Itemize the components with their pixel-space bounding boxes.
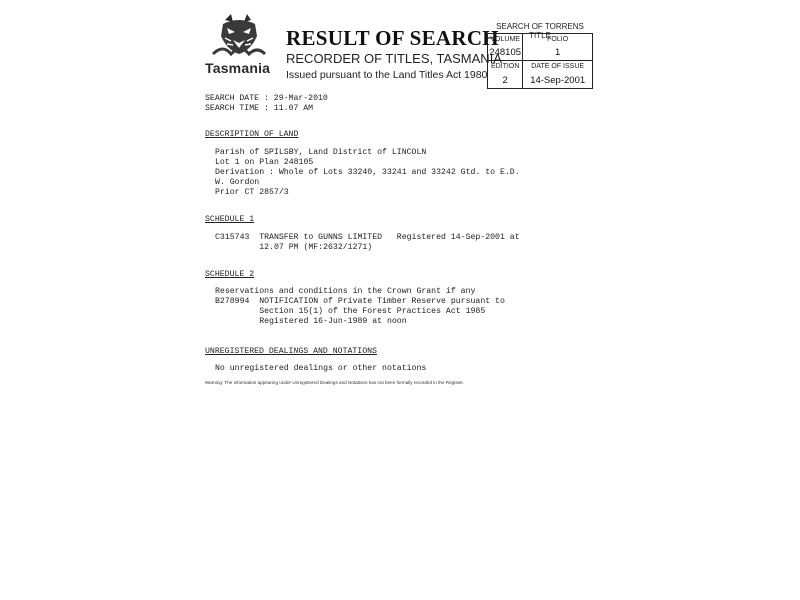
description-line: Prior CT 2857/3	[215, 188, 289, 197]
volume-value: 248105	[489, 47, 522, 58]
document-title: RESULT OF SEARCH	[286, 26, 499, 50]
edition-label: EDITION	[490, 63, 520, 71]
schedule-2-line: Reservations and conditions in the Crown Grant if any	[215, 287, 476, 296]
description-line: Derivation : Whole of Lots 33240, 33241 and 33242 Gtd. to E.D.	[215, 168, 520, 177]
schedule-1-heading: SCHEDULE 1	[205, 215, 255, 224]
unregistered-dealings-heading: UNREGISTERED DEALINGS AND NOTATIONS	[205, 347, 377, 356]
unregistered-dealings-line: No unregistered dealings or other notations	[215, 364, 427, 373]
schedule-2-heading: SCHEDULE 2	[205, 270, 255, 279]
schedule-2-line: Section 15(1) of the Forest Practices Act 1985	[215, 307, 486, 316]
edition-cell	[488, 61, 523, 88]
search-time: SEARCH TIME : 11.07 AM	[205, 104, 314, 113]
warning-note: Warning: The information appearing under Unregistered Dealings and Notations has not been formally recorded in the Register.	[205, 380, 464, 385]
document-subtitle: RECORDER OF TITLES, TASMANIA	[286, 51, 502, 66]
description-line: Lot 1 on Plan 248105	[215, 158, 314, 167]
tasmania-logo	[203, 14, 275, 78]
issued-note: Issued pursuant to the Land Titles Act 1980	[286, 69, 488, 81]
schedule-2-line: B278994 NOTIFICATION of Private Timber Reserve pursuant to	[215, 297, 505, 306]
folio-value: 1	[555, 47, 561, 58]
schedule-2-line: Registered 16-Jun-1989 at noon	[215, 317, 407, 326]
description-heading: DESCRIPTION OF LAND	[205, 130, 299, 139]
volume-label: VOLUME	[490, 36, 520, 43]
description-line: Parish of SPILSBY, Land District of LINCOLN	[215, 148, 427, 157]
volume-cell	[488, 34, 523, 61]
folio-label: FOLIO	[547, 36, 569, 43]
description-line: W. Gordon	[215, 178, 260, 187]
schedule-1-line: C315743 TRANSFER to GUNNS LIMITED Registered 14-Sep-2001 at	[215, 233, 520, 242]
logo-wordmark: Tasmania	[205, 60, 271, 76]
date-of-issue-cell	[523, 61, 592, 88]
folio-cell	[523, 34, 592, 61]
date-of-issue-label: DATE OF ISSUE	[531, 63, 585, 71]
search-date: SEARCH DATE : 29-Mar-2010	[205, 94, 328, 103]
schedule-1-line: 12.07 PM (MF:2632/1271)	[215, 243, 373, 252]
tasmanian-tiger-icon	[211, 14, 267, 60]
edition-value: 2	[502, 74, 508, 86]
torrens-title-box	[487, 33, 593, 89]
date-of-issue-value: 14-Sep-2001	[530, 74, 586, 86]
torrens-title-heading: SEARCH OF TORRENS TITLE	[496, 22, 584, 40]
